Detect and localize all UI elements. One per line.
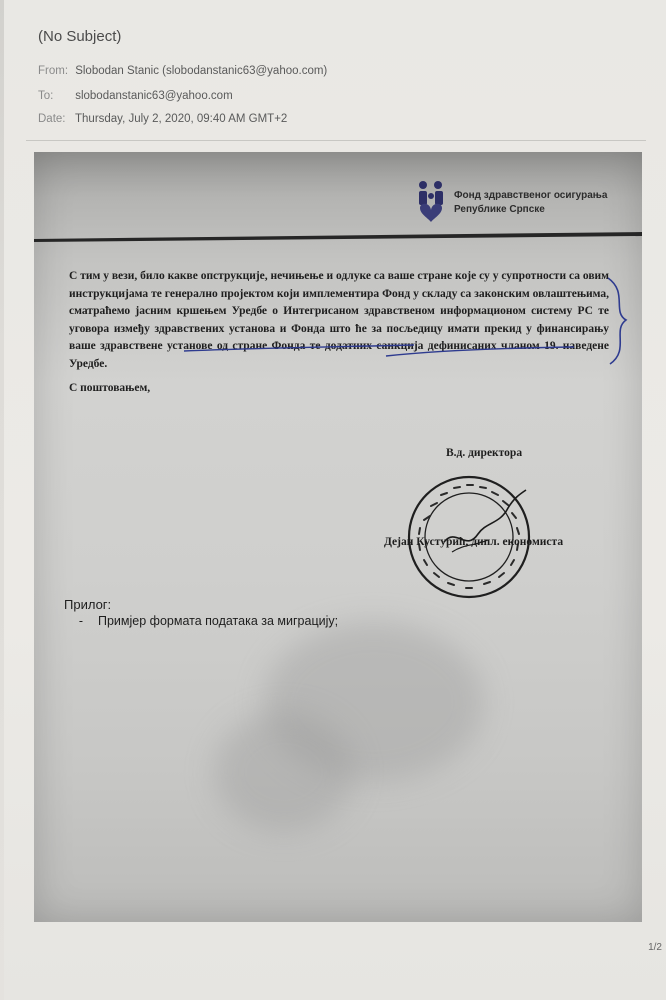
to-label: To: — [38, 90, 54, 102]
bullet-dash: - — [78, 614, 84, 628]
signatory-position: В.д. директора — [446, 447, 523, 459]
date-row — [38, 113, 287, 125]
printed-page — [4, 0, 666, 1000]
from-row — [38, 65, 327, 77]
organization-name-line2: Републике Српске — [454, 204, 545, 215]
letter-body: С тим у вези, било какве опструкције, нечињење и одлуке са ваше стране које су у супротности са овим инструкцијама те генерално пројектом који имплементира Фонд у складу са законским овлаштењима, сматраћемо јасним кршењем Уредбе о Интегрисаном здравственом информационом систему РС те уговора између здравствених установа и Фонда што ће за посљедицу имати прекид у финансирању ваше здравствене установе од стране Фонда те додатних санкција дефинисаних чланом 19. наведене Уредбе. — [69, 270, 609, 370]
organization-name — [454, 189, 607, 217]
email-subject: (No Subject) — [38, 28, 122, 45]
email-header — [4, 0, 666, 150]
letter-closing: С поштовањем, — [69, 382, 151, 394]
from-label: From: — [38, 65, 69, 77]
date-value: Thursday, July 2, 2020, 09:40 AM GMT+2 — [75, 113, 288, 125]
fund-logo-icon — [416, 180, 446, 224]
scanned-letter — [34, 152, 642, 922]
to-value: slobodanstanic63@yahoo.com — [75, 90, 233, 102]
organization-name-line1: Фонд здравственог осигурања — [454, 190, 608, 201]
signatory-name: Дејан Кустурић, дипл. економиста — [384, 536, 564, 548]
header-divider — [26, 140, 646, 141]
letterhead-band — [34, 230, 642, 242]
attachment-item — [64, 614, 338, 628]
page-number: 1/2 — [648, 942, 662, 953]
date-label: Date: — [38, 113, 66, 125]
to-row — [38, 90, 233, 102]
from-value: Slobodan Stanic (slobodanstanic63@yahoo.com) — [75, 65, 328, 77]
scan-smudge — [214, 712, 354, 832]
attachment-label: Прилог: — [64, 597, 112, 612]
attachment-item-text: Примјер формата података за миграцију; — [98, 614, 339, 628]
